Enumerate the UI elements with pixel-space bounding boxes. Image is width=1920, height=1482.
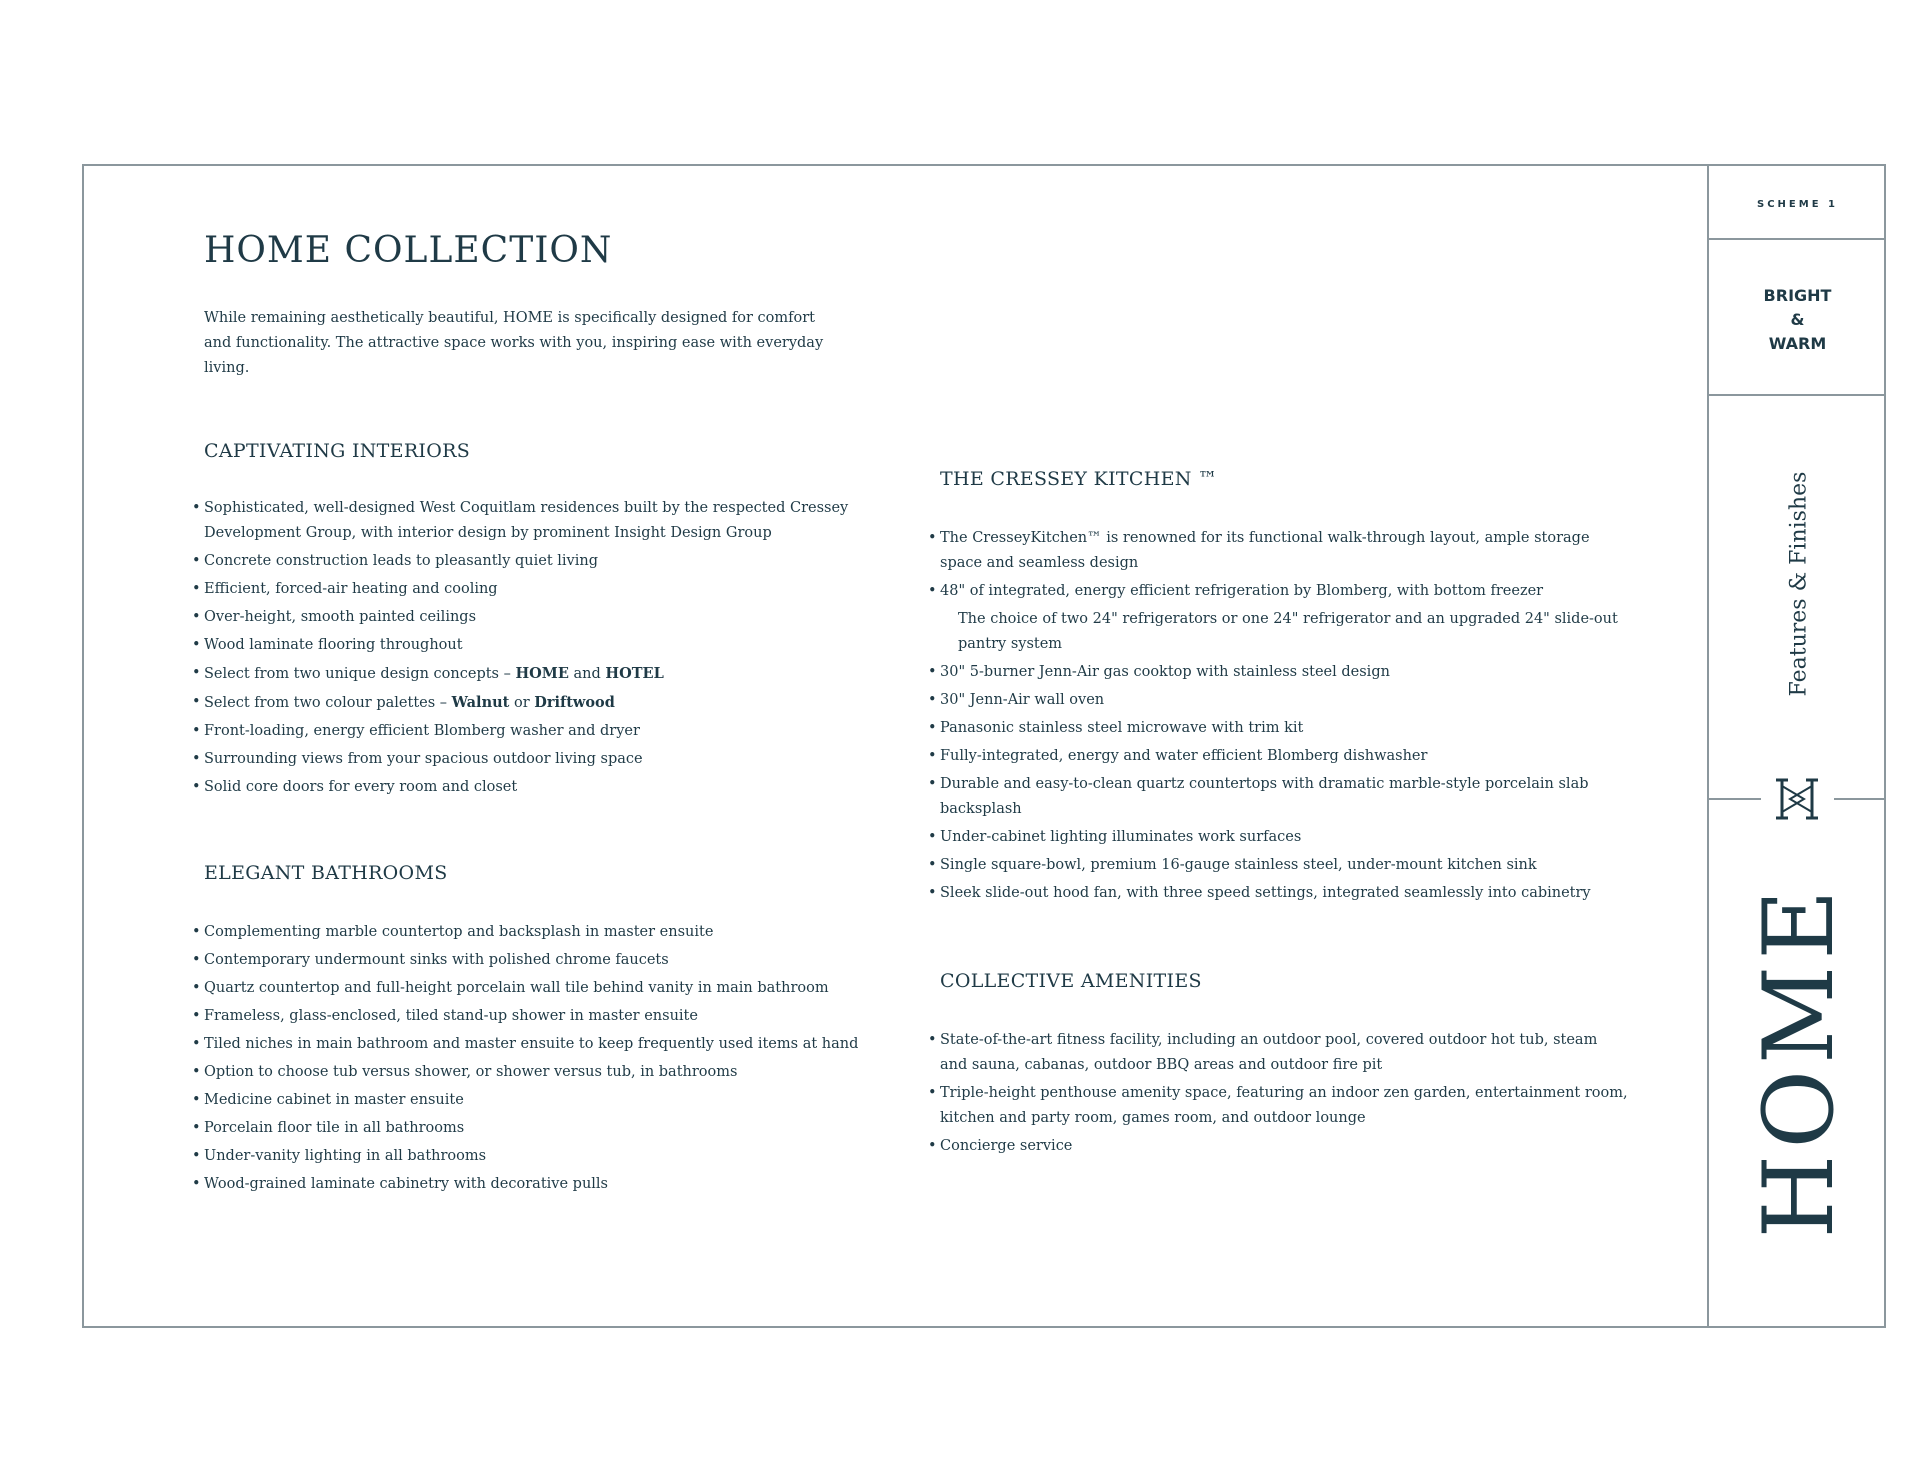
list-item: • Concrete construction leads to pleasantly quiet living (192, 549, 872, 574)
design-concept-hotel: HOTEL (605, 665, 664, 682)
list-item (192, 661, 872, 687)
palette-line: & (1790, 310, 1805, 329)
scheme-label: SCHEME 1 (1757, 199, 1838, 210)
logo-rule-left (1709, 798, 1761, 800)
list-item: • Single square-bowl, premium 16-gauge stainless steel, under-mount kitchen sink (928, 853, 1618, 878)
palette-line: BRIGHT (1763, 286, 1832, 305)
list-item: • Fully-integrated, energy and water efficient Blomberg dishwasher (928, 744, 1618, 769)
list-item: • Concierge service (928, 1134, 1628, 1159)
home-vertical-title: HOME (1743, 883, 1855, 1239)
section-title-kitchen: THE CRESSEY KITCHEN ™ (940, 468, 1218, 490)
design-concept-home: HOME (515, 665, 569, 682)
list-item: • Under-cabinet lighting illuminates work surfaces (928, 825, 1618, 850)
palettes-or: or (509, 695, 535, 711)
list-item: • 48" of integrated, energy efficient refrigeration by Blomberg, with bottom freezer (928, 579, 1618, 604)
list-item: • Sophisticated, well-designed West Coquitlam residences built by the respected Cressey Development Group, with interior design by prominent Insight Design Group (192, 496, 872, 546)
bathrooms-list (192, 920, 892, 1200)
list-item (192, 690, 872, 716)
h-monogram-icon (1774, 776, 1820, 822)
section-title-bathrooms: ELEGANT BATHROOMS (204, 862, 448, 884)
palette-driftwood: Driftwood (534, 694, 615, 711)
section-title-amenities: COLLECTIVE AMENITIES (940, 970, 1202, 992)
list-item: • Contemporary undermount sinks with polished chrome faucets (192, 948, 892, 973)
sidebar-divider (1709, 394, 1886, 396)
list-item: • State-of-the-art fitness facility, including an outdoor pool, covered outdoor hot tub, steam and sauna, cabanas, outdoor BBQ areas and outdoor fire pit (928, 1028, 1628, 1078)
list-item: • Tiled niches in main bathroom and master ensuite to keep frequently used items at hand (192, 1032, 892, 1057)
list-item: • Triple-height penthouse amenity space, featuring an indoor zen garden, entertainment room, kitchen and party room, games room, and outdoor lounge (928, 1081, 1628, 1131)
list-item: • The CresseyKitchen™ is renowned for its functional walk-through layout, ample storage space and seamless design (928, 526, 1618, 576)
logo-rule-right (1834, 798, 1886, 800)
interiors-list (192, 496, 872, 803)
amenities-list (928, 1028, 1628, 1162)
list-item: • Frameless, glass-enclosed, tiled stand-up shower in master ensuite (192, 1004, 892, 1029)
palette-label (1709, 284, 1886, 356)
list-item: • Surrounding views from your spacious outdoor living space (192, 747, 872, 772)
palette-walnut: Walnut (451, 694, 510, 711)
list-item: • Complementing marble countertop and backsplash in master ensuite (192, 920, 892, 945)
list-item: • Solid core doors for every room and closet (192, 775, 872, 800)
list-item: • Panasonic stainless steel microwave with trim kit (928, 716, 1618, 741)
logo-row (1709, 774, 1886, 824)
list-item: • Quartz countertop and full-height porcelain wall tile behind vanity in main bathroom (192, 976, 892, 1001)
sidebar (1707, 164, 1886, 1328)
list-item: • Efficient, forced-air heating and cooling (192, 577, 872, 602)
list-item-sub: The choice of two 24" refrigerators or one 24" refrigerator and an upgraded 24" slide-out pantry system (958, 611, 1618, 652)
section-title-interiors: CAPTIVATING INTERIORS (204, 440, 471, 462)
list-item: • Under-vanity lighting in all bathrooms (192, 1144, 892, 1169)
list-item: • Sleek slide-out hood fan, with three speed settings, integrated seamlessly into cabinetry (928, 881, 1618, 906)
list-item: • Wood-grained laminate cabinetry with decorative pulls (192, 1172, 892, 1197)
design-concepts-and: and (568, 666, 606, 682)
list-item: • 30" Jenn-Air wall oven (928, 688, 1618, 713)
list-item: • Option to choose tub versus shower, or shower versus tub, in bathrooms (192, 1060, 892, 1085)
kitchen-list (928, 526, 1618, 909)
list-item: • 30" 5-burner Jenn-Air gas cooktop with stainless steel design (928, 660, 1618, 685)
features-finishes-label: Features & Finishes (1786, 471, 1812, 697)
palette-line: WARM (1768, 334, 1827, 353)
sidebar-divider (1709, 238, 1886, 240)
list-item: • Medicine cabinet in master ensuite (192, 1088, 892, 1113)
list-item: • Over-height, smooth painted ceilings (192, 605, 872, 630)
list-item: • Durable and easy-to-clean quartz countertops with dramatic marble-style porcelain slab backsplash (928, 772, 1618, 822)
list-item: • Front-loading, energy efficient Blomberg washer and dryer (192, 719, 872, 744)
list-item: • Wood laminate flooring throughout (192, 633, 872, 658)
intro-paragraph: While remaining aesthetically beautiful, HOME is specifically designed for comfort and functionality. The attractive space works with you, inspiring ease with everyday living. (204, 310, 824, 376)
palettes-prefix: Select from two colour palettes – (204, 695, 452, 711)
page-title: HOME COLLECTION (204, 230, 613, 271)
design-concepts-prefix: Select from two unique design concepts – (204, 666, 516, 682)
list-item: • Porcelain floor tile in all bathrooms (192, 1116, 892, 1141)
